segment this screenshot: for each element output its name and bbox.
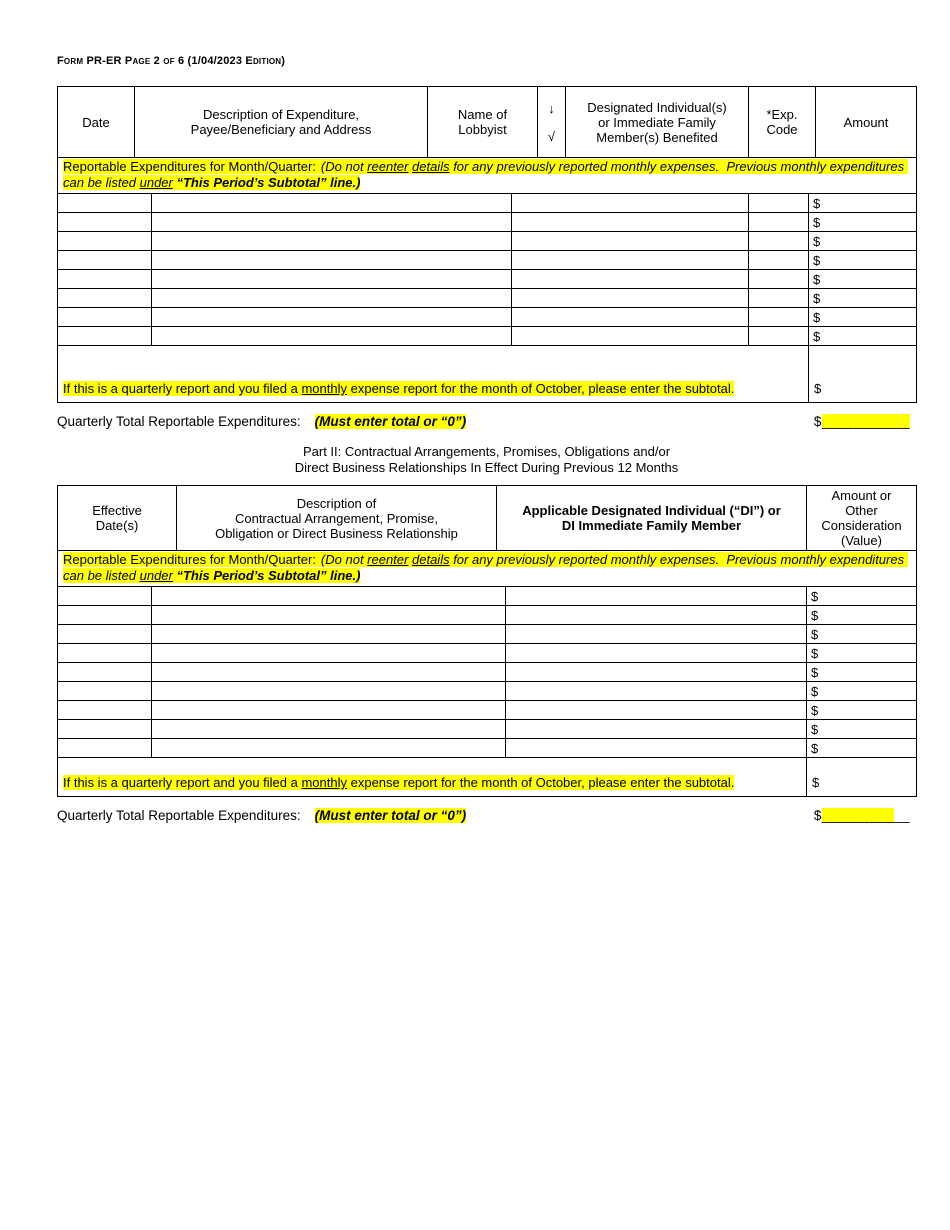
header-text: Description of: [296, 495, 377, 511]
t1-header-date: [58, 87, 135, 158]
check-icon: √: [547, 128, 556, 144]
subtotal-segment: expense report for the month of October, please enter the subtotal.: [347, 775, 735, 790]
effective-date-cell[interactable]: [58, 587, 152, 606]
designated-cell[interactable]: [512, 213, 749, 232]
header-text: Effective: [92, 503, 142, 518]
instruction-segment: reenter: [367, 159, 409, 174]
amount-cell[interactable]: [807, 606, 917, 625]
header-text: Code: [766, 122, 798, 137]
amount-cell[interactable]: [807, 739, 917, 758]
description-cell[interactable]: [152, 644, 506, 663]
header-text: Member(s) Benefited: [596, 129, 718, 145]
header-text: Payee/Beneficiary and Address: [190, 122, 372, 137]
dollar-sign: $: [811, 664, 819, 680]
t2-entry-row: [58, 644, 917, 663]
instruction-segment: line.): [326, 568, 361, 583]
date-cell[interactable]: [58, 251, 152, 270]
header-text: Consideration: [821, 518, 902, 533]
must-enter-total-note: (Must enter total or “0”): [314, 808, 467, 823]
subtotal-segment: If this is a quarterly report and you filed a: [63, 775, 302, 790]
di-member-cell[interactable]: [506, 663, 807, 682]
amount-cell[interactable]: [809, 213, 917, 232]
t1-header-checkmark-column: [538, 87, 566, 158]
t1-entry-row: [58, 289, 917, 308]
header-text: Other: [845, 503, 878, 518]
date-cell[interactable]: [58, 270, 152, 289]
di-member-cell[interactable]: [506, 625, 807, 644]
dollar-sign: $: [813, 290, 821, 306]
dollar-sign: $: [813, 414, 822, 429]
di-member-cell[interactable]: [506, 606, 807, 625]
description-cell[interactable]: [152, 606, 506, 625]
dollar-sign: $: [811, 683, 819, 699]
dollar-sign: $: [811, 626, 819, 642]
description-cell[interactable]: [152, 308, 512, 327]
t2-subtotal-note-cell: [58, 758, 807, 797]
total-amount-blank-tail[interactable]: __: [893, 808, 910, 823]
t2-entry-row: [58, 682, 917, 701]
instruction-segment: details: [412, 552, 450, 567]
designated-cell[interactable]: [512, 289, 749, 308]
amount-cell[interactable]: [807, 587, 917, 606]
amount-cell[interactable]: [809, 232, 917, 251]
di-member-cell[interactable]: [506, 644, 807, 663]
header-text: DI Immediate Family Member: [561, 518, 742, 533]
di-member-cell[interactable]: [506, 701, 807, 720]
header-text: Contractual Arrangement, Promise,: [234, 510, 439, 526]
instruction-segment: for any previously reported monthly expenses. Previous monthly expenditures can be listed: [63, 159, 908, 190]
dollar-sign: $: [813, 271, 821, 287]
instruction-text: [63, 552, 908, 583]
subtotal-note-text: [63, 775, 734, 790]
effective-date-cell[interactable]: [58, 701, 152, 720]
date-cell[interactable]: [58, 308, 152, 327]
instruction-segment: under: [139, 175, 173, 190]
instruction-segment: (Do not: [320, 159, 368, 174]
description-cell[interactable]: [152, 739, 506, 758]
t1-header-lobbyist: [428, 87, 538, 158]
effective-date-cell[interactable]: [58, 644, 152, 663]
date-cell[interactable]: [58, 289, 152, 308]
table2-header-row: [58, 486, 917, 551]
subtotal-note-text: [63, 381, 734, 396]
effective-date-cell[interactable]: [58, 663, 152, 682]
exp-code-cell[interactable]: [749, 194, 809, 213]
description-cell[interactable]: [152, 251, 512, 270]
exp-code-cell[interactable]: [749, 308, 809, 327]
table1-header-row: [58, 87, 917, 158]
description-cell[interactable]: [152, 327, 512, 346]
description-cell[interactable]: [152, 701, 506, 720]
dollar-sign: $: [813, 808, 822, 823]
quarterly-total-label: Quarterly Total Reportable Expenditures:: [57, 808, 301, 823]
description-cell[interactable]: [152, 213, 512, 232]
description-cell[interactable]: [152, 194, 512, 213]
date-cell[interactable]: [58, 327, 152, 346]
quarterly-total-amount-1: [814, 414, 910, 429]
instruction-segment: Reportable Expenditures for Month/Quarter:: [63, 552, 316, 567]
exp-code-cell[interactable]: [749, 232, 809, 251]
description-cell[interactable]: [152, 289, 512, 308]
amount-cell[interactable]: [809, 308, 917, 327]
instruction-segment: details: [412, 159, 450, 174]
instruction-segment: (Do not: [320, 552, 368, 567]
table2-header: [57, 485, 917, 551]
t2-instruction-cell: [58, 551, 917, 587]
amount-cell[interactable]: [807, 720, 917, 739]
t1-header-description: [135, 87, 428, 158]
total-amount-blank[interactable]: _________: [821, 808, 894, 823]
amount-cell[interactable]: [809, 270, 917, 289]
subtotal-segment: expense report for the month of October, please enter the subtotal.: [347, 381, 735, 396]
t2-entry-row: [58, 663, 917, 682]
di-member-cell[interactable]: [506, 739, 807, 758]
header-text: Date: [82, 114, 110, 130]
description-cell[interactable]: [152, 270, 512, 289]
description-cell[interactable]: [152, 587, 506, 606]
dollar-sign: $: [811, 645, 819, 661]
header-text: or Immediate Family: [598, 114, 716, 130]
dollar-sign: $: [813, 328, 821, 344]
t2-entry-row: [58, 606, 917, 625]
down-arrow-icon: ↓: [548, 100, 555, 116]
instruction-segment: “This Period’s Subtotal”: [176, 568, 327, 583]
dollar-sign: $: [813, 309, 821, 325]
dollar-sign: $: [812, 775, 820, 790]
instruction-text: [63, 159, 908, 190]
header-text: Applicable Designated Individual (“DI”) or: [522, 503, 781, 518]
subtotal-segment: monthly: [301, 381, 347, 396]
header-text: (Value): [841, 533, 882, 548]
instruction-segment: “This Period’s Subtotal”: [176, 175, 327, 190]
date-cell[interactable]: [58, 232, 152, 251]
instruction-segment: line.): [326, 175, 361, 190]
effective-date-cell[interactable]: [58, 606, 152, 625]
effective-date-cell[interactable]: [58, 625, 152, 644]
di-member-cell[interactable]: [506, 682, 807, 701]
amount-cell[interactable]: [809, 194, 917, 213]
t1-subtotal-note-cell: [58, 346, 809, 403]
t2-entry-row: [58, 701, 917, 720]
amount-cell[interactable]: [807, 625, 917, 644]
dollar-sign: $: [814, 381, 822, 396]
t1-entry-row: [58, 213, 917, 232]
dollar-sign: $: [813, 195, 821, 211]
dollar-sign: $: [811, 721, 819, 737]
effective-date-cell[interactable]: [58, 720, 152, 739]
header-text: Amount or: [831, 488, 892, 503]
table1-body: [57, 158, 917, 403]
t1-header-exp-code: [749, 87, 816, 158]
t1-instruction-row: [58, 158, 917, 194]
amount-cell[interactable]: [807, 663, 917, 682]
t1-subtotal-row: [58, 346, 917, 403]
part2-title: [57, 444, 916, 476]
quarterly-total-line-2: [57, 808, 916, 823]
t2-subtotal-row: [58, 758, 917, 797]
dollar-sign: $: [811, 740, 819, 756]
header-text: Name of: [457, 107, 508, 122]
description-cell[interactable]: [152, 663, 506, 682]
amount-cell[interactable]: [809, 289, 917, 308]
t1-entry-row: [58, 194, 917, 213]
amount-cell[interactable]: [807, 701, 917, 720]
t2-entry-row: [58, 587, 917, 606]
table1-header: [57, 86, 917, 158]
quarterly-total-label: Quarterly Total Reportable Expenditures:: [57, 414, 301, 429]
header-text: Amount: [843, 114, 889, 130]
instruction-segment: Reportable Expenditures for Month/Quarter:: [63, 159, 316, 174]
header-text: Obligation or Direct Business Relationship: [215, 525, 458, 541]
t2-header-designated-individual: [497, 486, 807, 551]
t2-instruction-row: [58, 551, 917, 587]
total-amount-blank[interactable]: ___________: [821, 414, 910, 429]
description-cell[interactable]: [152, 682, 506, 701]
t1-header-designated: [566, 87, 749, 158]
date-cell[interactable]: [58, 194, 152, 213]
subtotal-amount-cell[interactable]: [809, 346, 917, 403]
dollar-sign: $: [811, 607, 819, 623]
description-cell[interactable]: [152, 625, 506, 644]
t2-header-amount: [807, 486, 917, 551]
designated-cell[interactable]: [512, 251, 749, 270]
di-member-cell[interactable]: [506, 587, 807, 606]
amount-cell[interactable]: [807, 644, 917, 663]
must-enter-total-note: (Must enter total or “0”): [314, 414, 467, 429]
page-header: Form PR-ER Page 2 of 6 (1/04/2023 Edition): [57, 55, 286, 67]
t1-entry-row: [58, 251, 917, 270]
dollar-sign: $: [813, 252, 821, 268]
header-text: Description of Expenditure,: [202, 107, 360, 122]
quarterly-total-amount-2: [814, 808, 910, 823]
exp-code-cell[interactable]: [749, 289, 809, 308]
amount-cell[interactable]: [809, 251, 917, 270]
exp-code-cell[interactable]: [749, 213, 809, 232]
dollar-sign: $: [813, 214, 821, 230]
header-text: Date(s): [95, 518, 139, 533]
part2-title-line1: Part II: Contractual Arrangements, Promises, Obligations and/or: [302, 444, 671, 459]
instruction-segment: reenter: [367, 552, 409, 567]
table2-body: [57, 551, 917, 797]
t1-entry-row: [58, 270, 917, 289]
amount-cell[interactable]: [807, 682, 917, 701]
exp-code-cell[interactable]: [749, 327, 809, 346]
subtotal-segment: If this is a quarterly report and you filed a: [63, 381, 302, 396]
t2-entry-row: [58, 720, 917, 739]
designated-cell[interactable]: [512, 232, 749, 251]
description-cell[interactable]: [152, 720, 506, 739]
dollar-sign: $: [811, 588, 819, 604]
designated-cell[interactable]: [512, 194, 749, 213]
exp-code-cell[interactable]: [749, 251, 809, 270]
subtotal-segment: monthly: [301, 775, 347, 790]
dollar-sign: $: [811, 702, 819, 718]
t2-entry-row: [58, 625, 917, 644]
effective-date-cell[interactable]: [58, 739, 152, 758]
designated-cell[interactable]: [512, 327, 749, 346]
dollar-sign: $: [813, 233, 821, 249]
subtotal-amount-cell[interactable]: [807, 758, 917, 797]
t1-entry-row: [58, 232, 917, 251]
t2-entry-row: [58, 739, 917, 758]
quarterly-total-line-1: [57, 414, 916, 429]
t2-header-effective-date: [58, 486, 177, 551]
instruction-segment: for any previously reported monthly expenses. Previous monthly expenditures can be listed: [63, 552, 908, 583]
di-member-cell[interactable]: [506, 720, 807, 739]
description-cell[interactable]: [152, 232, 512, 251]
header-text: Designated Individual(s): [587, 99, 727, 115]
t2-header-description: [177, 486, 497, 551]
designated-cell[interactable]: [512, 270, 749, 289]
t1-entry-row: [58, 308, 917, 327]
date-cell[interactable]: [58, 213, 152, 232]
instruction-segment: under: [139, 568, 173, 583]
amount-cell[interactable]: [809, 327, 917, 346]
header-text: *Exp.: [766, 107, 798, 122]
exp-code-cell[interactable]: [749, 270, 809, 289]
t1-header-amount: [816, 87, 917, 158]
t1-instruction-cell: [58, 158, 917, 194]
header-text: Lobbyist: [458, 122, 507, 137]
effective-date-cell[interactable]: [58, 682, 152, 701]
designated-cell[interactable]: [512, 308, 749, 327]
part2-title-line2: Direct Business Relationships In Effect During Previous 12 Months: [294, 460, 679, 475]
t1-entry-row: [58, 327, 917, 346]
